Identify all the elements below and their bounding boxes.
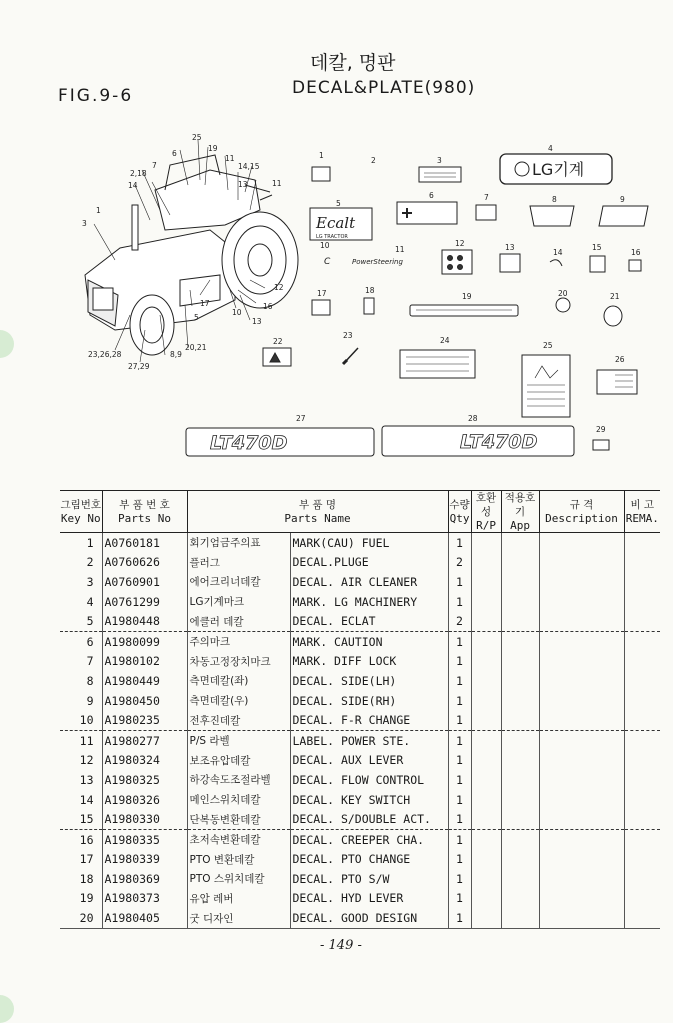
- cell-key-no: 4: [86, 594, 94, 609]
- table-header-row: [60, 491, 660, 533]
- cell-rp: [471, 770, 501, 790]
- cell-name-korean: P/S 라벨: [187, 730, 290, 750]
- ecalt-sub-text: LG TRACTOR: [316, 234, 348, 240]
- cell-name-english: DECAL. KEY SWITCH: [290, 790, 448, 810]
- cell-app: [501, 572, 539, 592]
- tractor-illustration: [82, 133, 298, 371]
- cell-name-english: DECAL. S/DOUBLE ACT.: [290, 809, 448, 829]
- cell-remarks: [624, 869, 660, 889]
- lg-logo-text: LG기계: [532, 160, 585, 179]
- cell-parts-no: A0760901: [102, 572, 187, 592]
- callout-25: 25: [192, 133, 202, 142]
- table-row: [60, 751, 660, 771]
- cell-description: [539, 533, 624, 553]
- decal-label-11: 11: [395, 245, 405, 254]
- model-decal-28-text: LT470D: [460, 431, 538, 453]
- callout-13b: 13: [252, 317, 262, 326]
- decal-label-6: 6: [429, 191, 434, 200]
- cell-app: [501, 592, 539, 612]
- decal-label-13: 13: [505, 243, 515, 252]
- cell-description: [539, 730, 624, 750]
- cell-qty: 1: [448, 533, 471, 553]
- cell-app: [501, 829, 539, 849]
- table-row: [60, 533, 660, 553]
- cell-key-no: 17: [79, 852, 94, 867]
- table-row: [60, 790, 660, 810]
- cell-parts-no: A1980099: [102, 631, 187, 651]
- cell-app: [501, 533, 539, 553]
- cell-qty: 2: [448, 553, 471, 573]
- cell-key-no: 2: [86, 555, 94, 570]
- cell-name-english: DECAL. CREEPER CHA.: [290, 829, 448, 849]
- cell-app: [501, 908, 539, 928]
- cell-qty: 1: [448, 869, 471, 889]
- cell-rp: [471, 809, 501, 829]
- cell-rp: [471, 671, 501, 691]
- table-row: [60, 829, 660, 849]
- cell-name-english: DECAL. PTO S/W: [290, 869, 448, 889]
- cell-app: [501, 631, 539, 651]
- decal-label-24: 24: [440, 336, 450, 345]
- callout-6: 6: [172, 149, 177, 158]
- cell-remarks: [624, 553, 660, 573]
- cell-name-korean: 하강속도조절라벨: [187, 770, 290, 790]
- cell-qty: 1: [448, 790, 471, 810]
- cell-remarks: [624, 631, 660, 651]
- cell-name-english: DECAL. HYD LEVER: [290, 889, 448, 909]
- cell-description: [539, 908, 624, 928]
- decal-label-12: 12: [455, 239, 465, 248]
- cell-name-korean: 측면데칼(우): [187, 691, 290, 711]
- decal-label-1: 1: [319, 151, 324, 160]
- cell-rp: [471, 869, 501, 889]
- cell-key-no: 9: [86, 693, 94, 708]
- callout-17: 17: [200, 299, 210, 308]
- table-row: [60, 553, 660, 573]
- cell-app: [501, 553, 539, 573]
- cell-name-korean: 유압 레버: [187, 889, 290, 909]
- cell-parts-no: A1980324: [102, 751, 187, 771]
- cell-parts-no: A1980449: [102, 671, 187, 691]
- decal-label-3: 3: [437, 156, 442, 165]
- cell-rp: [471, 691, 501, 711]
- cell-key-no: 1: [86, 535, 94, 550]
- cell-parts-no: A1980277: [102, 730, 187, 750]
- cell-name-english: MARK(CAU) FUEL: [290, 533, 448, 553]
- figure-number: FIG.9-6: [58, 86, 134, 106]
- cell-name-english: DECAL. GOOD DESIGN: [290, 908, 448, 928]
- cell-key-no: 6: [86, 634, 94, 649]
- cell-description: [539, 869, 624, 889]
- model-decal-27-text: LT470D: [210, 432, 288, 454]
- cell-name-korean: 단복동변환데칼: [187, 809, 290, 829]
- decal-label-22: 22: [273, 337, 283, 346]
- cell-qty: 2: [448, 611, 471, 631]
- cell-parts-no: A1980335: [102, 829, 187, 849]
- table-row: [60, 652, 660, 672]
- table-row: [60, 869, 660, 889]
- cell-app: [501, 730, 539, 750]
- cell-parts-no: A0760181: [102, 533, 187, 553]
- decal-label-19: 19: [462, 292, 472, 301]
- cell-app: [501, 611, 539, 631]
- cell-key-no: 13: [79, 772, 94, 787]
- cell-parts-no: A1980405: [102, 908, 187, 928]
- cell-name-korean: PTO 스위치데칼: [187, 869, 290, 889]
- callout-23-26-28: 23,26,28: [88, 350, 122, 359]
- cell-qty: 1: [448, 671, 471, 691]
- header-remarks: 비 고 REMA.: [624, 491, 660, 533]
- cell-key-no: 19: [79, 891, 94, 906]
- cell-qty: 1: [448, 850, 471, 870]
- cell-remarks: [624, 572, 660, 592]
- cell-rp: [471, 572, 501, 592]
- cell-name-english: LABEL. POWER STE.: [290, 730, 448, 750]
- cell-name-korean: PTO 변환데칼: [187, 850, 290, 870]
- cell-parts-no: A1980102: [102, 652, 187, 672]
- cell-app: [501, 770, 539, 790]
- cell-parts-no: A1980448: [102, 611, 187, 631]
- cell-name-korean: LG기계마크: [187, 592, 290, 612]
- callout-7: 7: [152, 161, 157, 170]
- parts-table: [60, 490, 660, 929]
- callout-11b: 11: [272, 179, 282, 188]
- header-parts-name: 부 품 명 Parts Name: [187, 491, 448, 533]
- cell-description: [539, 572, 624, 592]
- cell-name-korean: 보조유압데칼: [187, 751, 290, 771]
- callout-20-21: 20,21: [185, 343, 207, 352]
- table-row: [60, 611, 660, 631]
- cell-rp: [471, 889, 501, 909]
- cell-key-no: 20: [60, 908, 102, 928]
- table-row: [60, 710, 660, 730]
- decal-label-29: 29: [596, 425, 606, 434]
- cell-remarks: [624, 809, 660, 829]
- cell-parts-no: A1980450: [102, 691, 187, 711]
- cell-name-english: MARK. DIFF LOCK: [290, 652, 448, 672]
- cell-name-english: DECAL. SIDE(RH): [290, 691, 448, 711]
- cell-remarks: [624, 829, 660, 849]
- cell-qty: 1: [448, 710, 471, 730]
- cell-qty: 1: [448, 908, 471, 928]
- decal-label-25: 25: [543, 341, 553, 350]
- table-row: [60, 850, 660, 870]
- cell-description: [539, 553, 624, 573]
- cell-name-korean: 주의마크: [187, 631, 290, 651]
- cell-description: [539, 710, 624, 730]
- cell-remarks: [624, 850, 660, 870]
- cell-key-no: 10: [60, 710, 102, 730]
- table-row: [60, 809, 660, 829]
- header-key-no: 그림번호 Key No: [60, 491, 102, 533]
- cell-qty: 1: [448, 889, 471, 909]
- table-row: [60, 691, 660, 711]
- cell-name-english: DECAL.PLUGE: [290, 553, 448, 573]
- cell-rp: [471, 908, 501, 928]
- cell-qty: 1: [448, 751, 471, 771]
- cell-description: [539, 671, 624, 691]
- cell-app: [501, 790, 539, 810]
- table-row: [60, 671, 660, 691]
- cell-name-english: DECAL. F-R CHANGE: [290, 710, 448, 730]
- ecalt-logo-text: Ecalt: [316, 214, 356, 232]
- cell-rp: [471, 631, 501, 651]
- cell-key-no: 11: [79, 733, 94, 748]
- cell-name-korean: 측면데칼(좌): [187, 671, 290, 691]
- cell-description: [539, 770, 624, 790]
- cell-name-korean: 굿 디자인: [187, 908, 290, 928]
- decal-label-20: 20: [558, 289, 568, 298]
- cell-key-no: 3: [86, 574, 94, 589]
- decal-diagram: [60, 130, 650, 465]
- cell-rp: [471, 553, 501, 573]
- cell-description: [539, 850, 624, 870]
- cell-remarks: [624, 710, 660, 730]
- cell-app: [501, 809, 539, 829]
- cell-key-no: 15: [60, 809, 102, 829]
- cell-name-english: DECAL. ECLAT: [290, 611, 448, 631]
- header-parts-no: 부 품 번 호 Parts No: [102, 491, 187, 533]
- cell-rp: [471, 652, 501, 672]
- cell-description: [539, 751, 624, 771]
- cell-description: [539, 829, 624, 849]
- cell-name-english: MARK. LG MACHINERY: [290, 592, 448, 612]
- decal-10-glyph: C: [324, 257, 331, 267]
- cell-rp: [471, 533, 501, 553]
- decal-label-10: 10: [320, 241, 330, 250]
- callout-10: 10: [232, 308, 242, 317]
- decal-label-28: 28: [468, 414, 478, 423]
- cell-key-no: 8: [86, 673, 94, 688]
- cell-qty: 1: [448, 572, 471, 592]
- cell-remarks: [624, 592, 660, 612]
- table-row: [60, 592, 660, 612]
- cell-qty: 1: [448, 652, 471, 672]
- decal-label-7: 7: [484, 193, 489, 202]
- margin-mark-top: [0, 330, 14, 358]
- cell-remarks: [624, 908, 660, 928]
- cell-name-korean: 회기엄금주의표: [187, 533, 290, 553]
- callout-14-15: 14,15: [238, 162, 260, 171]
- cell-remarks: [624, 730, 660, 750]
- cell-name-english: DECAL. SIDE(LH): [290, 671, 448, 691]
- decal-label-2: 2: [371, 156, 376, 165]
- callout-3: 3: [82, 219, 87, 228]
- cell-name-english: DECAL. PTO CHANGE: [290, 850, 448, 870]
- cell-name-korean: 차동고정장치마크: [187, 652, 290, 672]
- cell-description: [539, 652, 624, 672]
- callout-1: 1: [96, 206, 101, 215]
- cell-parts-no: A0761299: [102, 592, 187, 612]
- page-title-korean: 데칼, 명판: [310, 52, 396, 74]
- cell-rp: [471, 751, 501, 771]
- cell-parts-no: A1980326: [102, 790, 187, 810]
- callout-13: 13: [238, 180, 248, 189]
- cell-description: [539, 889, 624, 909]
- cell-qty: 1: [448, 809, 471, 829]
- decal-label-9: 9: [620, 195, 625, 204]
- cell-name-korean: 에어크리너데칼: [187, 572, 290, 592]
- cell-key-no: 5: [60, 611, 102, 631]
- margin-mark-bottom: [0, 995, 14, 1023]
- decal-label-5: 5: [336, 199, 341, 208]
- cell-parts-no: A1980373: [102, 889, 187, 909]
- cell-qty: 1: [448, 829, 471, 849]
- cell-name-korean: 플러그: [187, 553, 290, 573]
- cell-remarks: [624, 889, 660, 909]
- callout-8-9: 8,9: [170, 350, 182, 359]
- cell-app: [501, 850, 539, 870]
- cell-app: [501, 889, 539, 909]
- cell-parts-no: A1980369: [102, 869, 187, 889]
- header-rp: 호환성 R/P: [471, 491, 501, 533]
- table-row: [60, 572, 660, 592]
- table-row: [60, 770, 660, 790]
- decal-label-21: 21: [610, 292, 620, 301]
- table-row: [60, 889, 660, 909]
- cell-name-korean: 전후진데칼: [187, 710, 290, 730]
- decal-label-26: 26: [615, 355, 625, 364]
- cell-description: [539, 611, 624, 631]
- decal-label-23: 23: [343, 331, 353, 340]
- cell-key-no: 12: [79, 753, 94, 768]
- decal-label-4: 4: [548, 144, 553, 153]
- callout-2-18: 2,18: [130, 169, 147, 178]
- cell-remarks: [624, 751, 660, 771]
- cell-rp: [471, 829, 501, 849]
- cell-rp: [471, 611, 501, 631]
- decal-label-8: 8: [552, 195, 557, 204]
- cell-app: [501, 710, 539, 730]
- cell-description: [539, 691, 624, 711]
- cell-remarks: [624, 533, 660, 553]
- cell-description: [539, 631, 624, 651]
- cell-description: [539, 790, 624, 810]
- cell-name-korean: 초저속변환데칼: [187, 829, 290, 849]
- cell-parts-no: A1980325: [102, 770, 187, 790]
- decal-label-16: 16: [631, 248, 641, 257]
- callout-11: 11: [225, 154, 235, 163]
- cell-name-english: MARK. CAUTION: [290, 631, 448, 651]
- cell-app: [501, 869, 539, 889]
- cell-remarks: [624, 611, 660, 631]
- table-row: [60, 908, 660, 928]
- decal-label-18: 18: [365, 286, 375, 295]
- cell-parts-no: A1980339: [102, 850, 187, 870]
- cell-qty: 1: [448, 691, 471, 711]
- cell-description: [539, 592, 624, 612]
- decal-label-17: 17: [317, 289, 327, 298]
- cell-parts-no: A0760626: [102, 553, 187, 573]
- callout-19: 19: [208, 144, 218, 153]
- callout-27-29: 27,29: [128, 362, 150, 371]
- cell-rp: [471, 850, 501, 870]
- cell-name-english: DECAL. FLOW CONTROL: [290, 770, 448, 790]
- cell-remarks: [624, 671, 660, 691]
- table-row: [60, 631, 660, 651]
- cell-remarks: [624, 652, 660, 672]
- cell-qty: 1: [448, 592, 471, 612]
- cell-app: [501, 652, 539, 672]
- header-qty: 수량 Qty: [448, 491, 471, 533]
- header-description: 규 격 Description: [539, 491, 624, 533]
- cell-app: [501, 671, 539, 691]
- cell-rp: [471, 730, 501, 750]
- cell-remarks: [624, 691, 660, 711]
- cell-name-english: DECAL. AIR CLEANER: [290, 572, 448, 592]
- cell-qty: 1: [448, 631, 471, 651]
- cell-remarks: [624, 790, 660, 810]
- cell-parts-no: A1980330: [102, 809, 187, 829]
- cell-rp: [471, 710, 501, 730]
- cell-parts-no: A1980235: [102, 710, 187, 730]
- power-steering-text: PowerSteering: [352, 258, 403, 266]
- cell-qty: 1: [448, 770, 471, 790]
- cell-description: [539, 809, 624, 829]
- decal-label-27: 27: [296, 414, 306, 423]
- cell-rp: [471, 592, 501, 612]
- decal-label-15: 15: [592, 243, 602, 252]
- cell-name-english: DECAL. AUX LEVER: [290, 751, 448, 771]
- table-row: [60, 730, 660, 750]
- cell-key-no: 14: [79, 792, 94, 807]
- cell-key-no: 18: [79, 871, 94, 886]
- decal-label-14: 14: [553, 248, 563, 257]
- callout-14: 14: [128, 181, 138, 190]
- cell-app: [501, 691, 539, 711]
- cell-name-korean: 에클러 데칼: [187, 611, 290, 631]
- cell-qty: 1: [448, 730, 471, 750]
- header-app: 적용호기 App: [501, 491, 539, 533]
- cell-app: [501, 751, 539, 771]
- cell-key-no: 16: [79, 832, 94, 847]
- cell-remarks: [624, 770, 660, 790]
- cell-name-korean: 메인스위치데칼: [187, 790, 290, 810]
- cell-key-no: 7: [86, 654, 94, 669]
- callout-12: 12: [274, 283, 284, 292]
- cell-rp: [471, 790, 501, 810]
- callout-16: 16: [263, 302, 273, 311]
- callout-5: 5: [194, 313, 199, 322]
- page-title-english: DECAL&PLATE(980): [292, 78, 476, 98]
- page-number: - 149 -: [320, 938, 362, 953]
